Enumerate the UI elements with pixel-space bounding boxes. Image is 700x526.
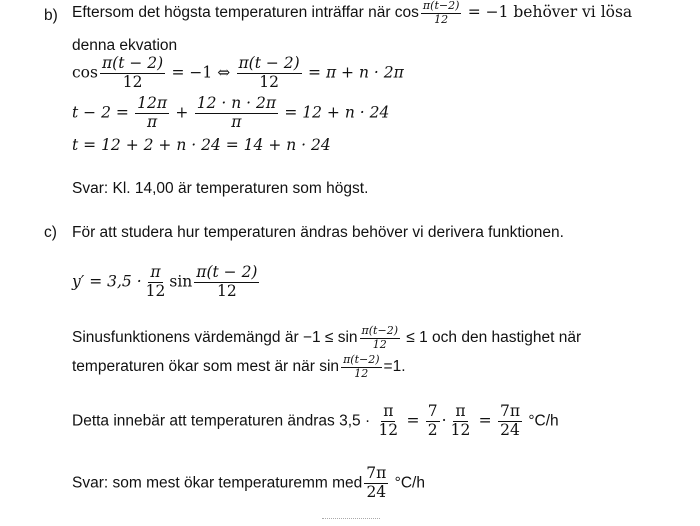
fraction-denominator: π xyxy=(147,112,158,131)
eq3-text: t = 12 + 2 + n · 24 = 14 + n · 24 xyxy=(72,136,331,154)
equation-2 xyxy=(72,95,389,132)
fraction-numerator: π(t−2) xyxy=(343,353,380,366)
unit-text: °C/h xyxy=(394,474,425,492)
fraction-numerator: π(t−2) xyxy=(422,0,460,12)
fraction-denominator: 12 xyxy=(372,337,387,351)
rate-line xyxy=(72,403,559,440)
fraction-numerator: 12 · n · 2π xyxy=(196,94,277,112)
part-b-answer xyxy=(72,180,368,198)
eq2-fraction-2 xyxy=(195,95,278,132)
range-text-2: ≤ 1 och den hastighet när xyxy=(406,329,582,347)
intro-text: För att studera hur temperaturen ändras behöver vi derivera funktionen. xyxy=(72,224,564,241)
fraction-denominator: 12 xyxy=(145,281,166,300)
eq2-rhs: = 12 + n · 24 xyxy=(284,103,390,122)
range-line-2 xyxy=(72,354,406,380)
range-line2-tail: =1. xyxy=(383,358,406,376)
fraction-numerator: π(t − 2) xyxy=(238,54,300,72)
answer-fraction xyxy=(364,465,388,502)
dotted-divider xyxy=(322,518,380,519)
fraction-numerator: π xyxy=(455,402,466,420)
fraction-numerator: 7 xyxy=(427,402,438,420)
equals-sign: = xyxy=(406,411,420,430)
part-b-label xyxy=(44,7,58,25)
eq1-fraction xyxy=(100,55,165,92)
intro-line2: denna ekvation xyxy=(72,37,178,54)
fraction-numerator: 12π xyxy=(137,94,168,112)
part-b-intro xyxy=(72,0,632,26)
deriv-fraction-1 xyxy=(144,264,168,301)
part-b-intro-line2 xyxy=(72,37,177,55)
rate-fraction-1 xyxy=(376,403,400,440)
intro-tail: = −1 behöver vi lösa xyxy=(467,3,633,22)
fraction-denominator: 12 xyxy=(450,420,471,439)
fraction-numerator: π(t−2) xyxy=(361,324,398,337)
fraction-denominator: 24 xyxy=(500,420,520,439)
unit-text: °C/h xyxy=(528,412,559,430)
eq1-rhs: = π + n · 2π xyxy=(308,63,404,82)
equation-1 xyxy=(72,55,404,92)
eq1-fraction-2 xyxy=(237,55,302,92)
range-line-1 xyxy=(72,325,581,351)
eq1-mid: = −1 ⇔ xyxy=(171,63,231,82)
range-line2-fraction xyxy=(341,354,381,380)
fraction-numerator: π(t − 2) xyxy=(196,263,258,281)
intro-text: Eftersom det högsta temperaturen inträffar när cos xyxy=(72,4,419,22)
dot-operator: · xyxy=(441,411,447,430)
fraction-denominator: 12 xyxy=(259,72,279,91)
deriv-lhs: y′ = 3,5 · xyxy=(72,272,142,291)
rate-fraction-3 xyxy=(449,403,473,440)
part-c-answer xyxy=(72,465,425,502)
plus-sign: + xyxy=(175,103,189,122)
sin-text: sin xyxy=(169,272,193,291)
fraction-denominator: π xyxy=(231,112,242,131)
fraction-numerator: π(t − 2) xyxy=(101,54,164,72)
range-line2-text: temperaturen ökar som mest är när sin xyxy=(72,358,340,376)
part-c-label xyxy=(44,224,57,242)
fraction-denominator: 12 xyxy=(217,281,237,300)
intro-fraction xyxy=(421,0,461,26)
range-fraction xyxy=(360,325,400,351)
fraction-denominator: 24 xyxy=(366,482,387,501)
fraction-numerator: 7π xyxy=(499,402,521,420)
answer-text: Svar: Kl. 14,00 är temperaturen som högst. xyxy=(72,180,369,197)
range-text-1: Sinusfunktionens värdemängd är −1 ≤ sin xyxy=(72,329,358,347)
part-c-label-text: c) xyxy=(44,224,57,241)
deriv-fraction-2 xyxy=(194,264,259,301)
fraction-denominator: 2 xyxy=(427,420,438,439)
fraction-denominator: 12 xyxy=(122,72,143,91)
rate-fraction-2 xyxy=(426,403,440,440)
eq2-fraction-1 xyxy=(135,95,169,132)
equals-sign: = xyxy=(478,411,492,430)
fraction-numerator: π xyxy=(150,263,161,281)
equation-3 xyxy=(72,136,331,154)
fraction-numerator: 7π xyxy=(366,464,387,482)
part-c-intro xyxy=(72,224,564,242)
fraction-numerator: π xyxy=(383,402,394,420)
cos-text: cos xyxy=(72,63,98,82)
part-b-label-text: b) xyxy=(44,7,58,24)
fraction-denominator: 12 xyxy=(354,366,369,380)
fraction-denominator: 12 xyxy=(434,12,449,26)
eq2-lhs: t − 2 = xyxy=(72,103,129,122)
answer-text: Svar: som mest ökar temperaturemm med xyxy=(72,474,363,492)
rate-fraction-4 xyxy=(498,403,522,440)
rate-text: Detta innebär att temperaturen ändras 3,5 · xyxy=(72,412,371,430)
fraction-denominator: 12 xyxy=(378,420,399,439)
derivative-equation xyxy=(72,264,261,301)
